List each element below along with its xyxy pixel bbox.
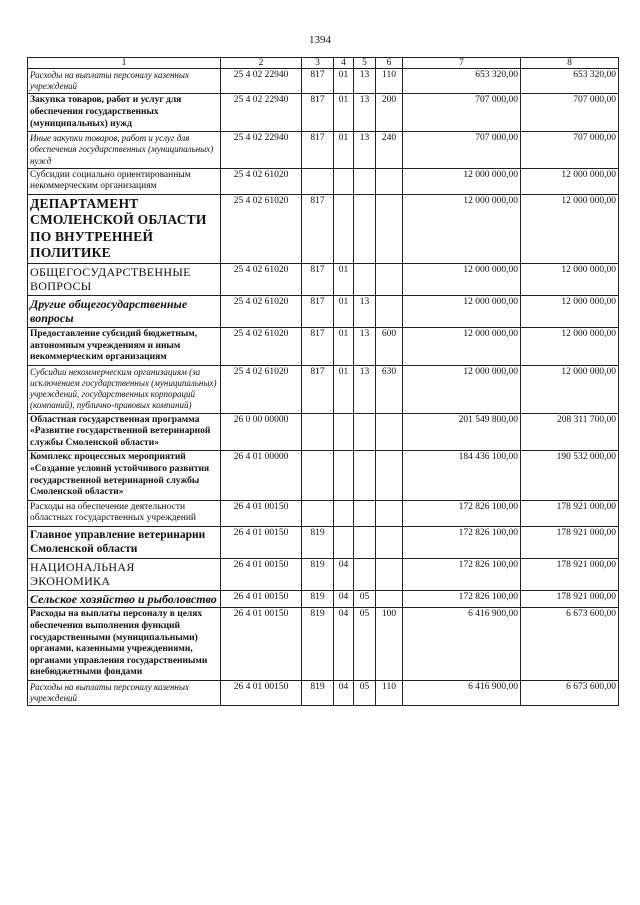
cell-gr: 817 xyxy=(302,132,334,169)
cell-subsection xyxy=(354,263,376,295)
cell-subsection xyxy=(354,558,376,590)
cell-code: 26 4 01 00150 xyxy=(221,608,302,681)
cell-code: 26 4 01 00150 xyxy=(221,558,302,590)
cell-name: Областная государственная программа «Развитие государственной ветеринарной службы Смоленской области» xyxy=(28,413,221,451)
cell-gr: 819 xyxy=(302,526,334,558)
cell-gr: 817 xyxy=(302,69,334,94)
cell-name: НАЦИОНАЛЬНАЯ ЭКОНОМИКА xyxy=(28,558,221,590)
cell-gr: 819 xyxy=(302,558,334,590)
table-row xyxy=(28,590,619,608)
budget-table xyxy=(27,57,619,706)
cell-sum-1: 12 000 000,00 xyxy=(403,168,521,194)
cell-sum-2: 190 532 000,00 xyxy=(521,451,619,500)
cell-code: 25 4 02 61020 xyxy=(221,194,302,263)
cell-code: 26 0 00 00000 xyxy=(221,413,302,451)
cell-code: 26 4 01 00150 xyxy=(221,526,302,558)
cell-section: 04 xyxy=(334,590,354,608)
cell-section xyxy=(334,526,354,558)
cell-subsection: 05 xyxy=(354,608,376,681)
cell-section xyxy=(334,500,354,526)
cell-gr: 817 xyxy=(302,263,334,295)
cell-expense-type: 110 xyxy=(376,69,403,94)
cell-section: 01 xyxy=(334,295,354,327)
cell-expense-type xyxy=(376,295,403,327)
header-col-sum-2: 8 xyxy=(521,58,619,69)
cell-code: 25 4 02 61020 xyxy=(221,263,302,295)
table-row xyxy=(28,168,619,194)
cell-sum-1: 12 000 000,00 xyxy=(403,194,521,263)
cell-name: Предоставление субсидий бюджетным, автономным учреждениям и иным некоммерческим организациям xyxy=(28,327,221,365)
cell-section xyxy=(334,168,354,194)
table-row xyxy=(28,263,619,295)
cell-section: 01 xyxy=(334,69,354,94)
cell-gr: 819 xyxy=(302,608,334,681)
cell-subsection: 13 xyxy=(354,327,376,365)
header-col-section: 4 xyxy=(334,58,354,69)
cell-name: Закупка товаров, работ и услуг для обеспечения государственных (муниципальных) нужд xyxy=(28,94,221,132)
cell-subsection: 13 xyxy=(354,132,376,169)
cell-sum-1: 653 320,00 xyxy=(403,69,521,94)
cell-subsection xyxy=(354,526,376,558)
cell-name: ДЕПАРТАМЕНТ СМОЛЕНСКОЙ ОБЛАСТИ ПО ВНУТРЕННЕЙ ПОЛИТИКЕ xyxy=(28,194,221,263)
page-number: 1394 xyxy=(309,34,331,46)
cell-sum-2: 12 000 000,00 xyxy=(521,295,619,327)
cell-sum-1: 172 826 100,00 xyxy=(403,558,521,590)
cell-sum-1: 172 826 100,00 xyxy=(403,500,521,526)
cell-code: 26 4 01 00150 xyxy=(221,590,302,608)
table-row xyxy=(28,451,619,500)
cell-sum-1: 172 826 100,00 xyxy=(403,590,521,608)
table-body xyxy=(28,69,619,706)
cell-subsection: 13 xyxy=(354,365,376,413)
cell-sum-2: 12 000 000,00 xyxy=(521,365,619,413)
cell-section: 04 xyxy=(334,558,354,590)
cell-sum-1: 12 000 000,00 xyxy=(403,263,521,295)
header-col-sum-1: 7 xyxy=(403,58,521,69)
cell-sum-1: 201 549 800,00 xyxy=(403,413,521,451)
cell-name: Субсидии некоммерческим организациям (за исключением государственных (муниципальных) учреждений, государственных корпораций (компаний), публично-правовых компаний) xyxy=(28,365,221,413)
cell-subsection: 05 xyxy=(354,680,376,705)
cell-expense-type: 600 xyxy=(376,327,403,365)
header-col-expense-type: 6 xyxy=(376,58,403,69)
cell-subsection xyxy=(354,451,376,500)
cell-sum-1: 184 436 100,00 xyxy=(403,451,521,500)
cell-expense-type: 240 xyxy=(376,132,403,169)
cell-expense-type: 100 xyxy=(376,608,403,681)
cell-sum-2: 6 673 600,00 xyxy=(521,608,619,681)
table-row xyxy=(28,608,619,681)
cell-code: 25 4 02 61020 xyxy=(221,365,302,413)
cell-expense-type xyxy=(376,500,403,526)
cell-code: 25 4 02 22940 xyxy=(221,94,302,132)
cell-expense-type xyxy=(376,194,403,263)
cell-sum-2: 653 320,00 xyxy=(521,69,619,94)
cell-section xyxy=(334,194,354,263)
cell-gr: 817 xyxy=(302,327,334,365)
cell-sum-2: 12 000 000,00 xyxy=(521,194,619,263)
cell-gr: 819 xyxy=(302,590,334,608)
cell-code: 25 4 02 61020 xyxy=(221,168,302,194)
cell-subsection xyxy=(354,194,376,263)
cell-name: Расходы на выплаты персоналу в целях обеспечения выполнения функций государственными (муниципальными) органами, казенными учреждениями, органами управления государственными внебюджетными фондами xyxy=(28,608,221,681)
cell-sum-1: 707 000,00 xyxy=(403,94,521,132)
cell-subsection: 13 xyxy=(354,295,376,327)
cell-expense-type xyxy=(376,451,403,500)
cell-sum-2: 178 921 000,00 xyxy=(521,526,619,558)
cell-code: 26 4 01 00150 xyxy=(221,680,302,705)
cell-gr xyxy=(302,451,334,500)
table-row xyxy=(28,94,619,132)
table-row xyxy=(28,680,619,705)
cell-code: 25 4 02 22940 xyxy=(221,69,302,94)
header-col-code: 2 xyxy=(221,58,302,69)
cell-name: Иные закупки товаров, работ и услуг для обеспечения государственных (муниципальных) нужд xyxy=(28,132,221,169)
cell-name: Сельское хозяйство и рыболовство xyxy=(28,590,221,608)
cell-code: 26 4 01 00150 xyxy=(221,500,302,526)
cell-gr xyxy=(302,413,334,451)
cell-gr: 817 xyxy=(302,194,334,263)
cell-expense-type xyxy=(376,558,403,590)
cell-expense-type xyxy=(376,413,403,451)
cell-sum-1: 12 000 000,00 xyxy=(403,365,521,413)
cell-sum-1: 6 416 900,00 xyxy=(403,680,521,705)
cell-expense-type: 200 xyxy=(376,94,403,132)
cell-expense-type xyxy=(376,263,403,295)
cell-gr xyxy=(302,168,334,194)
cell-name: Субсидии социально ориентированным некоммерческим организациям xyxy=(28,168,221,194)
cell-code: 25 4 02 22940 xyxy=(221,132,302,169)
cell-code: 25 4 02 61020 xyxy=(221,327,302,365)
table-row xyxy=(28,558,619,590)
cell-subsection xyxy=(354,413,376,451)
cell-section: 01 xyxy=(334,365,354,413)
header-col-subsection: 5 xyxy=(354,58,376,69)
table-row xyxy=(28,327,619,365)
cell-section: 01 xyxy=(334,94,354,132)
cell-name: Расходы на обеспечение деятельности областных государственных учреждений xyxy=(28,500,221,526)
cell-name: Расходы на выплаты персоналу казенных учреждений xyxy=(28,680,221,705)
cell-gr xyxy=(302,500,334,526)
cell-name: Главное управление ветеринарии Смоленской области xyxy=(28,526,221,558)
cell-subsection: 05 xyxy=(354,590,376,608)
cell-name: Комплекс процессных мероприятий «Создание условий устойчивого развития государственной ветеринарной службы Смоленской области» xyxy=(28,451,221,500)
cell-gr: 817 xyxy=(302,365,334,413)
cell-sum-1: 707 000,00 xyxy=(403,132,521,169)
table-row xyxy=(28,413,619,451)
cell-sum-2: 707 000,00 xyxy=(521,94,619,132)
header-col-gr: 3 xyxy=(302,58,334,69)
cell-sum-2: 178 921 000,00 xyxy=(521,500,619,526)
table-row xyxy=(28,295,619,327)
cell-sum-2: 12 000 000,00 xyxy=(521,327,619,365)
cell-sum-1: 172 826 100,00 xyxy=(403,526,521,558)
table-row xyxy=(28,132,619,169)
cell-gr: 817 xyxy=(302,94,334,132)
cell-name: Другие общегосударственные вопросы xyxy=(28,295,221,327)
table-row xyxy=(28,526,619,558)
cell-expense-type xyxy=(376,590,403,608)
cell-sum-1: 12 000 000,00 xyxy=(403,327,521,365)
cell-section: 01 xyxy=(334,263,354,295)
cell-sum-2: 707 000,00 xyxy=(521,132,619,169)
header-col-name: 1 xyxy=(28,58,221,69)
cell-sum-1: 12 000 000,00 xyxy=(403,295,521,327)
cell-sum-2: 12 000 000,00 xyxy=(521,263,619,295)
cell-expense-type xyxy=(376,526,403,558)
cell-section: 01 xyxy=(334,327,354,365)
cell-subsection xyxy=(354,500,376,526)
table-row xyxy=(28,69,619,94)
cell-section: 01 xyxy=(334,132,354,169)
cell-subsection: 13 xyxy=(354,94,376,132)
cell-code: 25 4 02 61020 xyxy=(221,295,302,327)
cell-section: 04 xyxy=(334,680,354,705)
cell-name: ОБЩЕГОСУДАРСТВЕННЫЕ ВОПРОСЫ xyxy=(28,263,221,295)
cell-expense-type: 630 xyxy=(376,365,403,413)
cell-sum-2: 6 673 600,00 xyxy=(521,680,619,705)
cell-gr: 817 xyxy=(302,295,334,327)
cell-sum-2: 178 921 000,00 xyxy=(521,590,619,608)
table-row xyxy=(28,500,619,526)
cell-subsection xyxy=(354,168,376,194)
cell-code: 26 4 01 00000 xyxy=(221,451,302,500)
cell-sum-2: 12 000 000,00 xyxy=(521,168,619,194)
cell-section: 04 xyxy=(334,608,354,681)
header-row xyxy=(28,58,619,69)
table-row xyxy=(28,194,619,263)
cell-expense-type xyxy=(376,168,403,194)
table-row xyxy=(28,365,619,413)
cell-sum-1: 6 416 900,00 xyxy=(403,608,521,681)
cell-section xyxy=(334,451,354,500)
cell-section xyxy=(334,413,354,451)
cell-sum-2: 208 311 700,00 xyxy=(521,413,619,451)
cell-subsection: 13 xyxy=(354,69,376,94)
cell-gr: 819 xyxy=(302,680,334,705)
cell-name: Расходы на выплаты персоналу казенных учреждений xyxy=(28,69,221,94)
cell-expense-type: 110 xyxy=(376,680,403,705)
cell-sum-2: 178 921 000,00 xyxy=(521,558,619,590)
